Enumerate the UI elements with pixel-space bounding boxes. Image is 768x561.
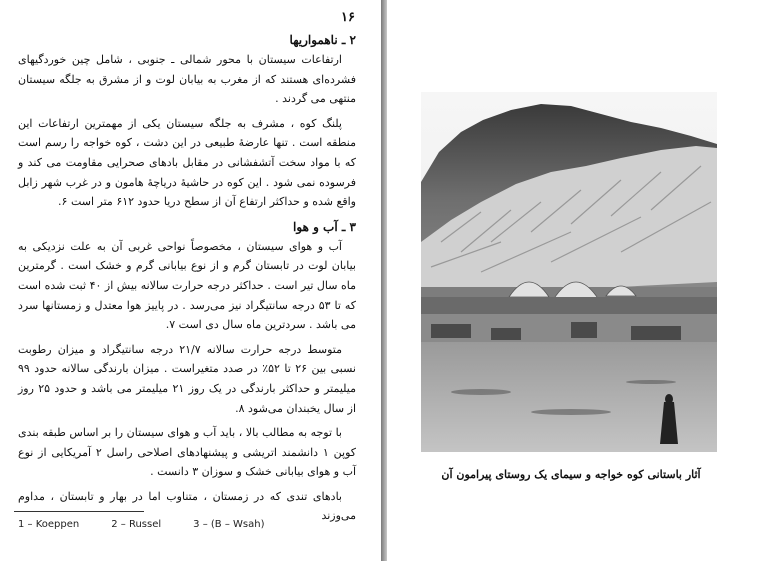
footnote-divider [14, 511, 144, 512]
right-page [387, 0, 768, 561]
photo-caption: آثار باستانی کوه خواجه و سیمای یک روستای پیرامون آن [441, 468, 701, 481]
footnotes [18, 519, 358, 530]
paragraph: بادهای تندی که در زمستان ، متناوب اما در بهار و تابستان ، مداوم می‌وزند [18, 489, 356, 523]
section-heading-climate: ۳ ـ آب و هوا [293, 219, 356, 234]
text-column [18, 30, 356, 531]
paragraph: ارتفاعات سیستان با محور شمالی ـ جنوبی ، شامل چین خوردگیهای فشرده‌ای هستند که از مغرب به بیابان لوت و از مشرق به جلگه سیستان منتهی می گردند . [18, 53, 356, 106]
paragraph: پلنگ کوه ، مشرف به جلگه سیستان یکی از مهمترین ارتفاعات این منطقه است . تنها عارضهٔ طبیعی در این دشت ، کوه خواجه را رسم است که با مواد سخت آتشفشانی در مقابل بادهای صحرایی مقاومت می کند و فرسوده نمی شود . این کوه در حاشیهٔ دریاچهٔ هامون و در غرب شهر زابل واقع شده و حداکثر ارتفاع آن از سطح دریا حدود ۶۱۲ متر است ۶. [18, 116, 356, 209]
footnote: 1 – Koeppen [18, 519, 80, 530]
page-number: ۱۶ [341, 10, 355, 25]
paragraph: آب و هوای سیستان ، مخصوصاً نواحی غربی آن به علت نزدیکی به بیابان لوت در تابستان گرم و از نوع بیابانی گرم و خشک است . گرمترین ماه سال تیر است . حداکثر درجه حرارت سالانه بیش از ۴۰ ثبت شده است که تا ۵۳ درجه سانتیگراد نیز می‌رسد . در پاییز هوا معتدل و زمستانها سرد می باشد . سردترین ماه سال دی است ۷. [18, 239, 357, 332]
paragraph: با توجه به مطالب بالا ، باید آب و هوای سیستان را بر اساس طبقه بندی کوپن ۱ دانشمند اتریشی و پیشنهادهای اصلاحی راسل ۲ آمریکایی از نوع آب و هوای بیابانی خشک و سوزان ۳ دانست . [18, 426, 356, 479]
photograph [421, 92, 717, 452]
paragraph: متوسط درجه حرارت سالانه ۲۱/۷ درجه سانتیگراد و میزان رطوبت نسبی بین ۲۶ تا ۵۲٪ در صدد متغیراست . میزان بارندگی سالانه حدود ۹۹ میلیمتر و حداکثر بارندگی در یک روز ۲۱ میلیمتر می باشد و حدود ۲۵ روز از سال یخبندان می‌شود ۸. [18, 342, 357, 415]
footnote: 2 – Russel [111, 519, 162, 530]
left-page [0, 0, 381, 561]
section-heading-landforms: ۲ ـ ناهمواریها [289, 33, 356, 47]
footnote: 3 – (B – Wsah) [193, 519, 265, 530]
